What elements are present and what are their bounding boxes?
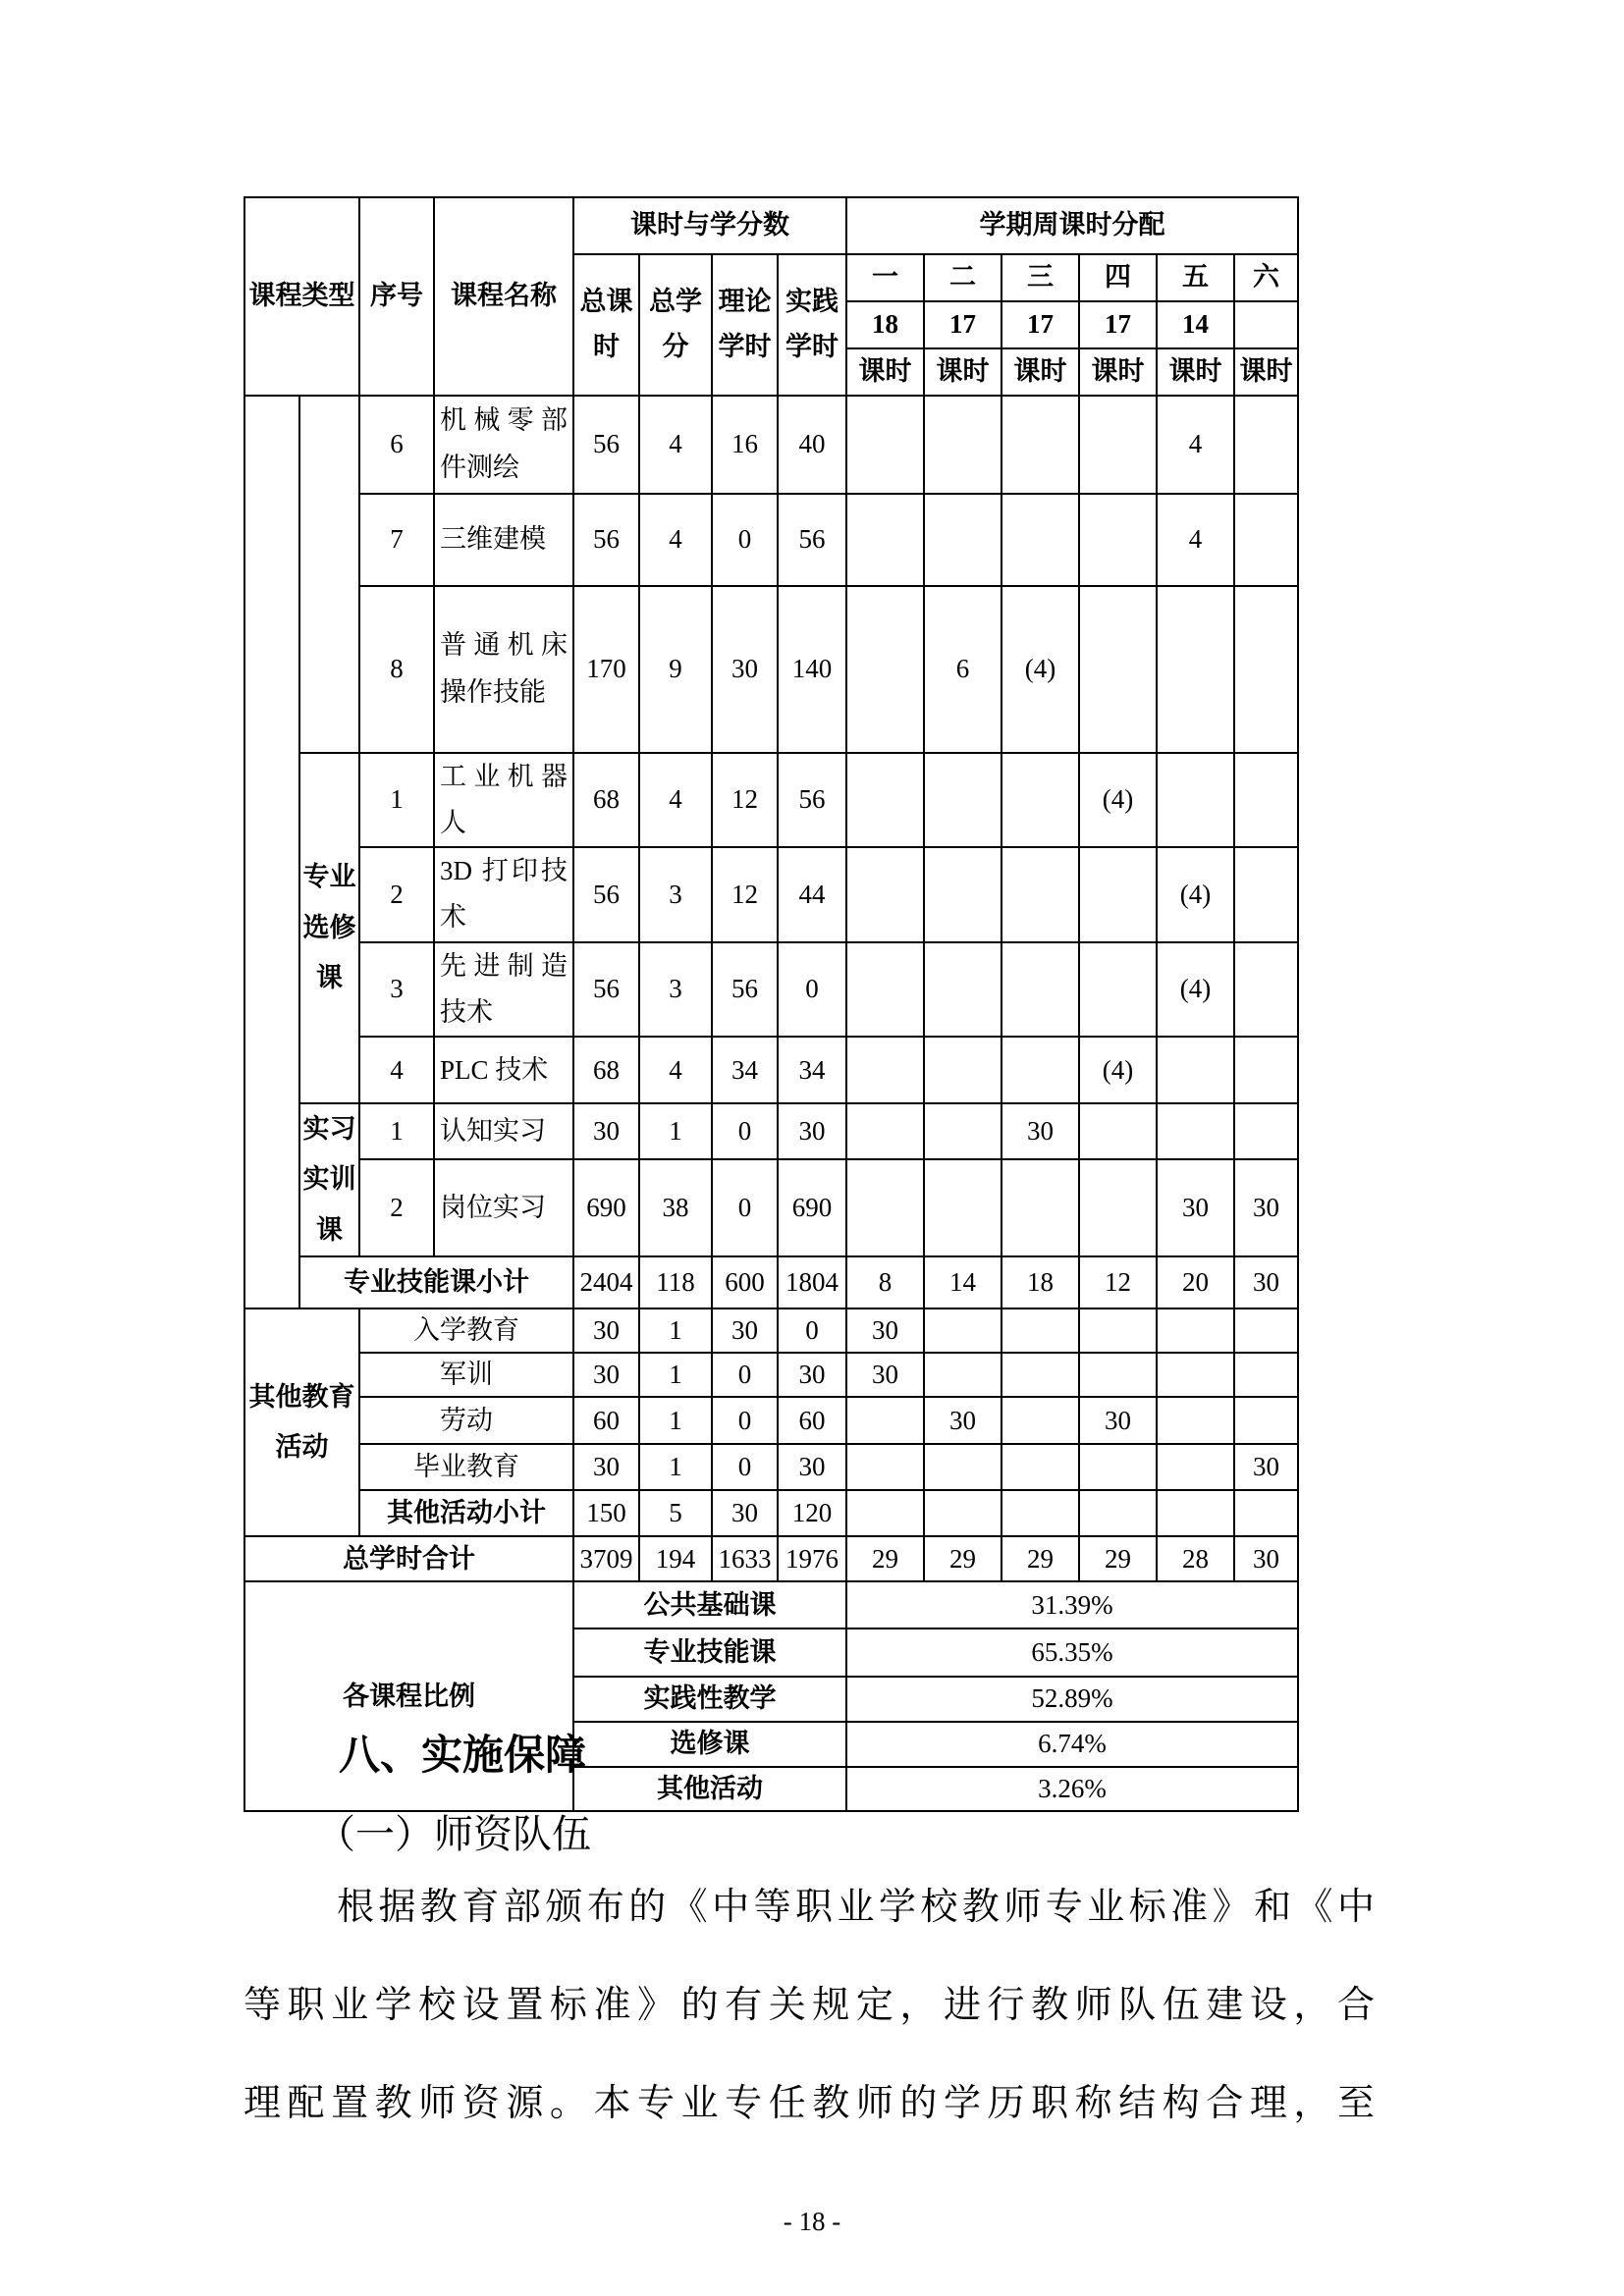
course-row — [244, 753, 1298, 848]
ratio-name-cell: 实践性教学 — [573, 1677, 846, 1721]
other-subtotal-label: 其他活动小计 — [359, 1490, 573, 1536]
theory-cell: 56 — [712, 942, 778, 1038]
sem-cell: 30 — [1079, 1397, 1157, 1444]
sem-cell: 30 — [1234, 1159, 1298, 1256]
grand-total-label: 总学时合计 — [244, 1536, 573, 1581]
sem-cell — [1001, 396, 1079, 494]
total-hours-cell: 2404 — [573, 1256, 639, 1308]
sem-cell: 12 — [1079, 1256, 1157, 1308]
theory-cell: 12 — [712, 847, 778, 942]
theory-cell: 16 — [712, 396, 778, 494]
practice-cell: 30 — [778, 1444, 846, 1490]
theory-cell: 600 — [712, 1256, 778, 1308]
table-body — [244, 396, 1298, 1811]
theory-cell: 30 — [712, 1308, 778, 1353]
sem-cell: 30 — [846, 1308, 924, 1353]
sem-cell: 18 — [1001, 1256, 1079, 1308]
course-row — [244, 1103, 1298, 1159]
elective-category-label: 专业选修课 — [299, 753, 359, 1104]
practice-cell: 140 — [778, 586, 846, 753]
table-header — [244, 197, 1298, 396]
sem-cell — [1234, 586, 1298, 753]
theory-cell: 12 — [712, 753, 778, 848]
other-activity-row — [244, 1353, 1298, 1397]
header-course-type: 课程类型 — [244, 197, 359, 396]
header-semester-4: 四 — [1079, 254, 1157, 301]
sem-cell — [1157, 1397, 1234, 1444]
header-unit-3: 课时 — [1001, 348, 1079, 396]
theory-cell: 0 — [712, 1353, 778, 1397]
ratio-name-cell: 其他活动 — [573, 1767, 846, 1811]
header-theory-hours: 理论学时 — [712, 254, 778, 396]
header-semester-3: 三 — [1001, 254, 1079, 301]
total-hours-cell: 56 — [573, 847, 639, 942]
total-hours-cell: 170 — [573, 586, 639, 753]
other-activity-row — [244, 1444, 1298, 1490]
credits-cell: 4 — [639, 494, 712, 586]
sem-cell — [924, 1037, 1001, 1103]
sem-cell — [1157, 1444, 1234, 1490]
skill-subtotal-row — [244, 1256, 1298, 1308]
sem-cell — [924, 1159, 1001, 1256]
sem-cell — [924, 1444, 1001, 1490]
course-name-cell: PLC 技术 — [434, 1037, 573, 1103]
credits-cell: 1 — [639, 1103, 712, 1159]
sem-cell — [1001, 1490, 1079, 1536]
sem-cell — [1001, 1159, 1079, 1256]
practice-cell: 690 — [778, 1159, 846, 1256]
practice-cell: 44 — [778, 847, 846, 942]
header-semester-group: 学期周课时分配 — [846, 197, 1298, 254]
sem-cell: 29 — [846, 1536, 924, 1581]
ratio-value-cell: 31.39% — [846, 1581, 1298, 1629]
sem-cell — [1079, 1159, 1157, 1256]
course-row — [244, 1159, 1298, 1256]
course-name-cell: 认知实习 — [434, 1103, 573, 1159]
practice-cell: 60 — [778, 1397, 846, 1444]
skill-category-strip — [244, 396, 299, 1308]
theory-cell: 0 — [712, 494, 778, 586]
ratio-value-cell: 3.26% — [846, 1767, 1298, 1811]
header-semester-1: 一 — [846, 254, 924, 301]
ratio-value-cell: 65.35% — [846, 1629, 1298, 1677]
sem-cell — [924, 1103, 1001, 1159]
sem-cell — [1234, 942, 1298, 1038]
sem-cell — [846, 1103, 924, 1159]
sem-cell — [1157, 753, 1234, 848]
sem-cell: 30 — [1157, 1159, 1234, 1256]
header-unit-2: 课时 — [924, 348, 1001, 396]
sem-cell — [1001, 1397, 1079, 1444]
header-weeks-1: 18 — [846, 301, 924, 348]
sem-cell — [924, 942, 1001, 1038]
sem-cell — [1001, 1444, 1079, 1490]
paragraph-line: 等职业学校设置标准》的有关规定，进行教师队伍建设，合 — [244, 1985, 1375, 2026]
ratio-section-label: 各课程比例 — [244, 1581, 573, 1810]
sem-cell: (4) — [1157, 942, 1234, 1038]
course-row — [244, 494, 1298, 586]
grand-total-row — [244, 1536, 1298, 1581]
theory-cell: 30 — [712, 1490, 778, 1536]
sem-cell — [1234, 753, 1298, 848]
seq-cell: 2 — [359, 847, 434, 942]
theory-cell: 0 — [712, 1159, 778, 1256]
sem-cell: 30 — [1234, 1256, 1298, 1308]
total-hours-cell: 56 — [573, 396, 639, 494]
header-semester-5: 五 — [1157, 254, 1234, 301]
sem-cell: 29 — [924, 1536, 1001, 1581]
seq-cell: 1 — [359, 753, 434, 848]
theory-cell: 0 — [712, 1397, 778, 1444]
sem-cell — [924, 396, 1001, 494]
total-hours-cell: 30 — [573, 1308, 639, 1353]
theory-cell: 0 — [712, 1103, 778, 1159]
other-activity-row — [244, 1397, 1298, 1444]
sem-cell — [924, 1353, 1001, 1397]
sem-cell — [1234, 847, 1298, 942]
sem-cell — [846, 586, 924, 753]
body-paragraph — [244, 1858, 1375, 2153]
sem-cell — [1157, 1490, 1234, 1536]
sem-cell: (4) — [1001, 586, 1079, 753]
sem-cell — [1001, 1308, 1079, 1353]
curriculum-table-wrap — [244, 196, 1299, 1812]
sem-cell: 20 — [1157, 1256, 1234, 1308]
course-name-cell: 普通机床操作技能 — [434, 586, 573, 753]
seq-cell: 8 — [359, 586, 434, 753]
ratio-name-cell: 专业技能课 — [573, 1629, 846, 1677]
ratio-row — [244, 1581, 1298, 1629]
header-weeks-2: 17 — [924, 301, 1001, 348]
credits-cell: 4 — [639, 1037, 712, 1103]
credits-cell: 4 — [639, 396, 712, 494]
sem-cell — [1234, 1308, 1298, 1353]
practice-cell: 30 — [778, 1103, 846, 1159]
sem-cell: 29 — [1001, 1536, 1079, 1581]
seq-cell: 6 — [359, 396, 434, 494]
header-weeks-5: 14 — [1157, 301, 1234, 348]
sem-cell — [1234, 1490, 1298, 1536]
sem-cell — [846, 1037, 924, 1103]
activity-name-cell: 军训 — [359, 1353, 573, 1397]
sem-cell — [1079, 494, 1157, 586]
credits-cell: 118 — [639, 1256, 712, 1308]
sem-cell — [1234, 494, 1298, 586]
course-row — [244, 847, 1298, 942]
seq-cell: 2 — [359, 1159, 434, 1256]
page-number: - 18 - — [783, 2207, 841, 2236]
curriculum-schedule-table — [244, 196, 1299, 1812]
header-weeks-4: 17 — [1079, 301, 1157, 348]
other-activities-label: 其他教育活动 — [244, 1308, 359, 1536]
practice-cell: 34 — [778, 1037, 846, 1103]
credits-cell: 1 — [639, 1353, 712, 1397]
header-unit-6: 课时 — [1234, 348, 1298, 396]
practice-cell: 1804 — [778, 1256, 846, 1308]
credits-cell: 3 — [639, 847, 712, 942]
sem-cell — [924, 494, 1001, 586]
header-total-credits: 总学分 — [639, 254, 712, 396]
sem-cell: (4) — [1079, 753, 1157, 848]
course-name-cell: 先进制造技术 — [434, 942, 573, 1038]
sem-cell: 8 — [846, 1256, 924, 1308]
sem-cell — [1079, 1444, 1157, 1490]
header-course-name: 课程名称 — [434, 197, 573, 396]
course-name-cell: 机械零部件测绘 — [434, 396, 573, 494]
total-hours-cell: 30 — [573, 1353, 639, 1397]
header-row-groups — [244, 197, 1298, 254]
total-hours-cell: 68 — [573, 753, 639, 848]
sem-cell — [1001, 847, 1079, 942]
credits-cell: 38 — [639, 1159, 712, 1256]
header-weeks-3: 17 — [1001, 301, 1079, 348]
theory-cell: 0 — [712, 1444, 778, 1490]
activity-name-cell: 劳动 — [359, 1397, 573, 1444]
credits-cell: 4 — [639, 753, 712, 848]
sem-cell — [1234, 1037, 1298, 1103]
course-name-cell: 岗位实习 — [434, 1159, 573, 1256]
credits-cell: 1 — [639, 1397, 712, 1444]
ratio-value-cell: 52.89% — [846, 1677, 1298, 1721]
sem-cell — [846, 847, 924, 942]
seq-cell: 3 — [359, 942, 434, 1038]
practice-cell: 40 — [778, 396, 846, 494]
ratio-name-cell: 选修课 — [573, 1722, 846, 1767]
sem-cell — [846, 1444, 924, 1490]
activity-name-cell: 入学教育 — [359, 1308, 573, 1353]
sem-cell — [924, 753, 1001, 848]
sem-cell: 28 — [1157, 1536, 1234, 1581]
credits-cell: 5 — [639, 1490, 712, 1536]
practice-cell: 1976 — [778, 1536, 846, 1581]
ratio-value-cell: 6.74% — [846, 1722, 1298, 1767]
total-hours-cell: 56 — [573, 942, 639, 1038]
sem-cell — [1079, 1308, 1157, 1353]
practicum-category-label: 实习实训课 — [299, 1103, 359, 1256]
header-hours-credits-group: 课时与学分数 — [573, 197, 846, 254]
sem-cell — [1001, 1353, 1079, 1397]
seq-cell: 7 — [359, 494, 434, 586]
sem-cell: 30 — [1234, 1444, 1298, 1490]
seq-cell: 4 — [359, 1037, 434, 1103]
header-unit-5: 课时 — [1157, 348, 1234, 396]
header-weeks-6 — [1234, 301, 1298, 348]
header-total-hours: 总课时 — [573, 254, 639, 396]
sem-cell — [1001, 753, 1079, 848]
practice-cell: 56 — [778, 753, 846, 848]
course-row — [244, 942, 1298, 1038]
sem-cell — [1157, 1308, 1234, 1353]
practice-cell: 56 — [778, 494, 846, 586]
sem-cell — [1157, 1103, 1234, 1159]
header-unit-1: 课时 — [846, 348, 924, 396]
total-hours-cell: 60 — [573, 1397, 639, 1444]
sem-cell: (4) — [1079, 1037, 1157, 1103]
total-hours-cell: 30 — [573, 1444, 639, 1490]
theory-cell: 30 — [712, 586, 778, 753]
header-semester-6: 六 — [1234, 254, 1298, 301]
sem-cell — [1079, 942, 1157, 1038]
credits-cell: 194 — [639, 1536, 712, 1581]
sem-cell — [1234, 1103, 1298, 1159]
sem-cell — [924, 1308, 1001, 1353]
practice-cell: 0 — [778, 942, 846, 1038]
header-seq: 序号 — [359, 197, 434, 396]
credits-cell: 1 — [639, 1444, 712, 1490]
sem-cell — [846, 942, 924, 1038]
sem-cell: 14 — [924, 1256, 1001, 1308]
section-heading: 八、实施保障 — [339, 1732, 587, 1778]
sem-cell — [1079, 1103, 1157, 1159]
sem-cell: 30 — [924, 1397, 1001, 1444]
sem-cell — [846, 1490, 924, 1536]
paragraph-line: 根据教育部颁布的《中等职业学校教师专业标准》和《中 — [337, 1887, 1375, 1928]
course-name-cell: 3D 打印技术 — [434, 847, 573, 942]
sem-cell — [924, 1490, 1001, 1536]
skill-subtotal-label: 专业技能课小计 — [299, 1256, 573, 1308]
credits-cell: 3 — [639, 942, 712, 1038]
sem-cell — [1234, 1397, 1298, 1444]
seq-cell: 1 — [359, 1103, 434, 1159]
sem-cell: 4 — [1157, 396, 1234, 494]
sem-cell — [1157, 1353, 1234, 1397]
credits-cell: 1 — [639, 1308, 712, 1353]
sem-cell — [1001, 942, 1079, 1038]
header-practice-hours: 实践学时 — [778, 254, 846, 396]
sem-cell — [1157, 586, 1234, 753]
sem-cell — [846, 494, 924, 586]
header-unit-4: 课时 — [1079, 348, 1157, 396]
course-name-cell: 三维建模 — [434, 494, 573, 586]
sem-cell — [1001, 494, 1079, 586]
sem-cell — [846, 753, 924, 848]
course-row — [244, 396, 1298, 494]
sem-cell — [1157, 1037, 1234, 1103]
sem-cell — [1001, 1037, 1079, 1103]
course-row — [244, 1037, 1298, 1103]
sem-cell: 4 — [1157, 494, 1234, 586]
other-activity-row — [244, 1308, 1298, 1353]
sem-cell — [1079, 1490, 1157, 1536]
total-hours-cell: 690 — [573, 1159, 639, 1256]
sem-cell — [1079, 396, 1157, 494]
subsection-heading: （一）师资队伍 — [316, 1812, 591, 1856]
sem-cell — [846, 1397, 924, 1444]
skill-subcategory-empty — [299, 396, 359, 753]
total-hours-cell: 150 — [573, 1490, 639, 1536]
practice-cell: 0 — [778, 1308, 846, 1353]
sem-cell: 30 — [846, 1353, 924, 1397]
sem-cell: 30 — [1234, 1536, 1298, 1581]
theory-cell: 1633 — [712, 1536, 778, 1581]
header-semester-2: 二 — [924, 254, 1001, 301]
sem-cell: (4) — [1157, 847, 1234, 942]
practice-cell: 120 — [778, 1490, 846, 1536]
sem-cell: 6 — [924, 586, 1001, 753]
ratio-name-cell: 公共基础课 — [573, 1581, 846, 1629]
course-row — [244, 586, 1298, 753]
course-name-cell: 工业机器人 — [434, 753, 573, 848]
sem-cell — [1234, 396, 1298, 494]
sem-cell — [846, 1159, 924, 1256]
sem-cell — [1079, 847, 1157, 942]
sem-cell: 29 — [1079, 1536, 1157, 1581]
sem-cell — [1079, 1353, 1157, 1397]
total-hours-cell: 68 — [573, 1037, 639, 1103]
sem-cell: 30 — [1001, 1103, 1079, 1159]
sem-cell — [1234, 1353, 1298, 1397]
practice-cell: 30 — [778, 1353, 846, 1397]
sem-cell — [846, 396, 924, 494]
theory-cell: 34 — [712, 1037, 778, 1103]
activity-name-cell: 毕业教育 — [359, 1444, 573, 1490]
other-subtotal-row — [244, 1490, 1298, 1536]
total-hours-cell: 3709 — [573, 1536, 639, 1581]
total-hours-cell: 56 — [573, 494, 639, 586]
total-hours-cell: 30 — [573, 1103, 639, 1159]
sem-cell — [1079, 586, 1157, 753]
paragraph-line: 理配置教师资源。本专业专任教师的学历职称结构合理，至 — [244, 2083, 1375, 2124]
sem-cell — [924, 847, 1001, 942]
credits-cell: 9 — [639, 586, 712, 753]
